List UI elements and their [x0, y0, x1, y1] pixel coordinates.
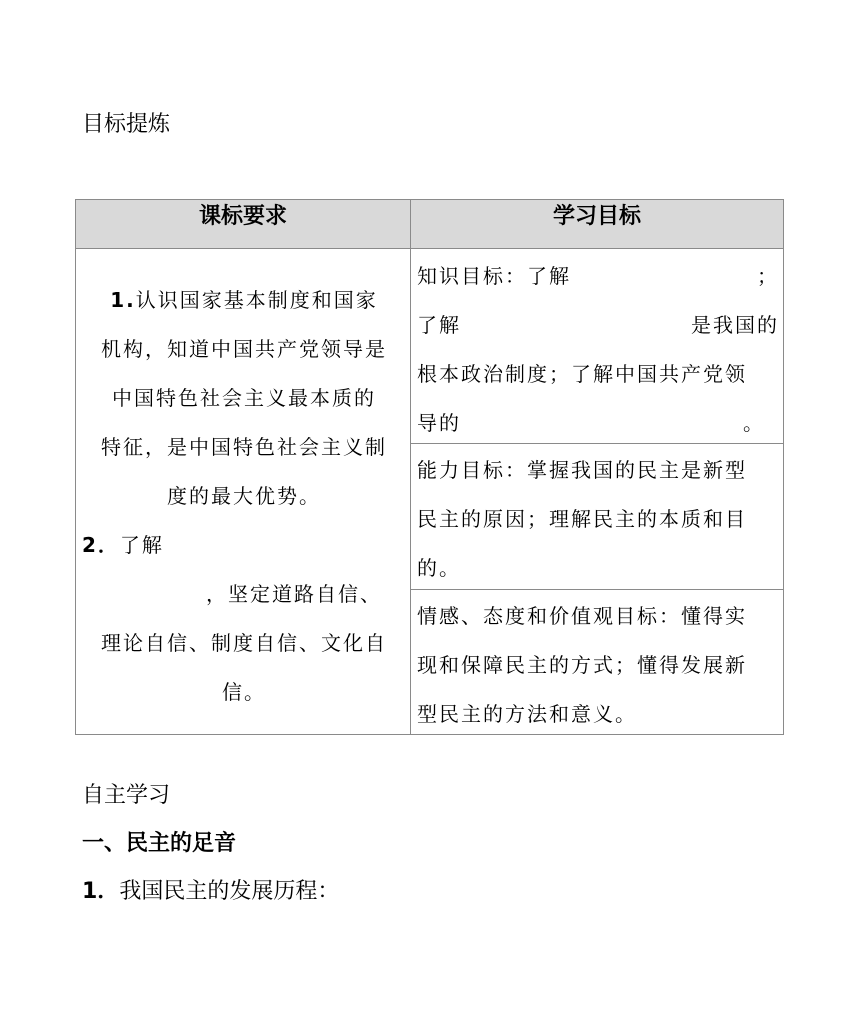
- goal-line: 现和保障民主的方式；懂得发展新: [417, 653, 747, 677]
- standard-line: 机构，知道中国共产党领导是: [101, 337, 387, 361]
- table-header-row: [76, 200, 783, 249]
- item-number: 1．: [82, 879, 120, 904]
- standard-line: 理论自信、制度自信、文化自: [101, 631, 387, 655]
- ability-goal-cell: [417, 446, 779, 593]
- knowledge-goal-cell: [417, 252, 779, 448]
- curriculum-requirements-cell: [80, 276, 408, 717]
- standard-line: 1.认识国家基本制度和国家: [110, 288, 378, 312]
- goal-line: 导的 。: [417, 411, 765, 435]
- subsection-title: 一、民主的足音: [82, 831, 237, 856]
- goal-line: 的。: [417, 556, 461, 580]
- section-title-self-study: 自主学习: [82, 783, 171, 808]
- header-curriculum-requirements: 课标要求: [198, 204, 287, 229]
- item-number: 2．: [82, 533, 120, 557]
- emotion-goal-cell: [417, 592, 779, 739]
- section-title-goals: 目标提炼: [82, 112, 171, 137]
- standard-line: 中国特色社会主义最本质的: [112, 386, 376, 410]
- item-text: 我国民主的发展历程：: [119, 879, 340, 904]
- item-number: 1.: [110, 288, 136, 312]
- numbered-item: [82, 877, 339, 907]
- standard-line: 特征，是中国特色社会主义制: [101, 435, 387, 459]
- column-divider: [410, 200, 411, 734]
- header-learning-goals: 学习目标: [552, 204, 641, 229]
- goals-table: [75, 199, 784, 735]
- goal-line: 根本政治制度；了解中国共产党领: [417, 362, 747, 386]
- goal-line: 能力目标：掌握我国的民主是新型: [417, 458, 747, 482]
- goal-line: 了解 是我国的: [417, 313, 779, 337]
- goal-line: 情感、态度和价值观目标：懂得实: [417, 604, 747, 628]
- standard-line: 信。: [222, 680, 266, 704]
- standard-line: ，坚定道路自信、: [206, 582, 382, 606]
- goal-line: 民主的原因；理解民主的本质和目: [417, 507, 747, 531]
- standard-line: 度的最大优势。: [167, 484, 321, 508]
- goal-line: 知识目标：了解 ；: [417, 264, 779, 288]
- goal-line: 型民主的方法和意义。: [417, 702, 637, 726]
- standard-line: 2．了解: [82, 533, 164, 557]
